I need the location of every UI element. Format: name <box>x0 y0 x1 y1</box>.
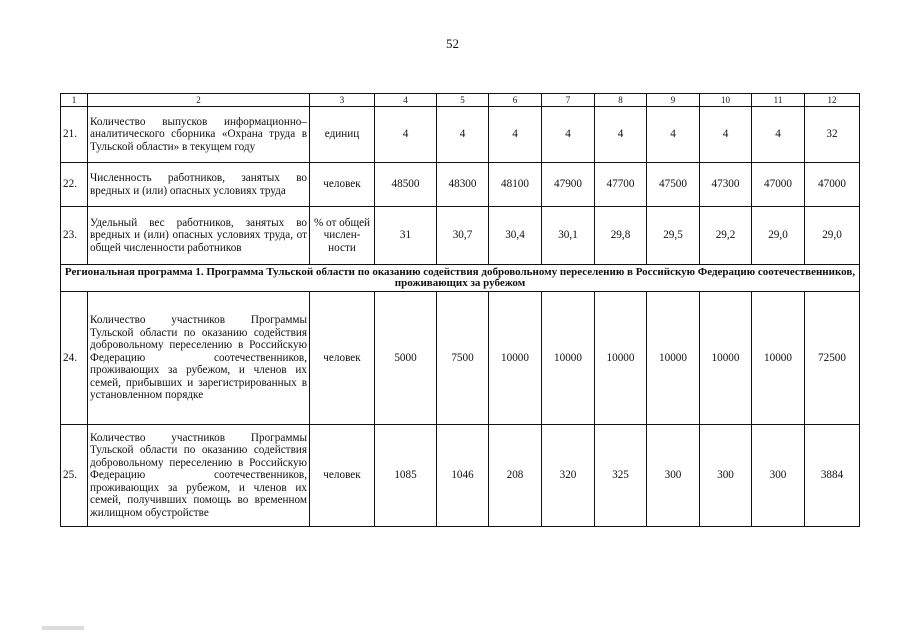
value-cell: 30,1 <box>542 207 595 265</box>
value-cell: 48100 <box>489 163 542 207</box>
page-number: 52 <box>446 36 459 51</box>
value-cell: 10000 <box>595 292 647 425</box>
section-row <box>61 265 860 292</box>
value-cell: 325 <box>595 425 647 527</box>
row-number: 21. <box>61 107 88 163</box>
total-cell: 32 <box>805 107 860 163</box>
value-cell: 300 <box>700 425 752 527</box>
row-number: 23. <box>61 207 88 265</box>
unit-cell: единиц <box>310 107 375 163</box>
value-cell: 4 <box>647 107 700 163</box>
column-number: 3 <box>310 94 375 107</box>
value-cell: 320 <box>542 425 595 527</box>
column-number: 6 <box>489 94 542 107</box>
column-number: 1 <box>61 94 88 107</box>
value-cell: 30,7 <box>437 207 489 265</box>
column-number: 7 <box>542 94 595 107</box>
value-cell: 10000 <box>647 292 700 425</box>
value-cell: 4 <box>489 107 542 163</box>
column-number-row <box>61 94 860 107</box>
value-cell: 7500 <box>437 292 489 425</box>
value-cell: 29,0 <box>752 207 805 265</box>
table-row <box>61 107 860 163</box>
value-cell: 300 <box>752 425 805 527</box>
value-cell: 29,2 <box>700 207 752 265</box>
indicator-name: Количество участников Программы Тульской области по оказанию содействия добровольному переселению в Российскую Федерацию соотечественников, проживающих за рубежом, и членов их семей, прибывших и зарегистрированных в установленном порядке <box>88 292 310 425</box>
scan-smudge <box>42 626 84 630</box>
column-number: 2 <box>88 94 310 107</box>
value-cell: 48300 <box>437 163 489 207</box>
column-number: 12 <box>805 94 860 107</box>
indicator-name: Удельный вес работников, занятых во вредных и (или) опасных условиях труда, от общей численности работников <box>88 207 310 265</box>
unit-cell: человек <box>310 292 375 425</box>
value-cell: 4 <box>752 107 805 163</box>
row-number: 24. <box>61 292 88 425</box>
table-row <box>61 292 860 425</box>
value-cell: 31 <box>375 207 437 265</box>
unit-cell: % от общей числен-ности <box>310 207 375 265</box>
value-cell: 29,8 <box>595 207 647 265</box>
section-title: Региональная программа 1. Программа Тульской области по оказанию содействия добровольному переселению в Российскую Федерацию соотечественников, проживающих за рубежом <box>61 265 860 292</box>
row-number: 22. <box>61 163 88 207</box>
value-cell: 47700 <box>595 163 647 207</box>
value-cell: 4 <box>595 107 647 163</box>
table-row <box>61 425 860 527</box>
value-cell: 1046 <box>437 425 489 527</box>
total-cell: 72500 <box>805 292 860 425</box>
value-cell: 4 <box>437 107 489 163</box>
row-number: 25. <box>61 425 88 527</box>
value-cell: 10000 <box>700 292 752 425</box>
total-cell: 3884 <box>805 425 860 527</box>
column-number: 10 <box>700 94 752 107</box>
total-cell: 29,0 <box>805 207 860 265</box>
value-cell: 10000 <box>542 292 595 425</box>
value-cell: 4 <box>375 107 437 163</box>
column-number: 11 <box>752 94 805 107</box>
unit-cell: человек <box>310 163 375 207</box>
column-number: 4 <box>375 94 437 107</box>
value-cell: 48500 <box>375 163 437 207</box>
value-cell: 30,4 <box>489 207 542 265</box>
value-cell: 4 <box>542 107 595 163</box>
value-cell: 10000 <box>489 292 542 425</box>
table-row <box>61 207 860 265</box>
indicator-name: Количество выпусков информационно–аналитического сборника «Охрана труда в Тульской области» в текущем году <box>88 107 310 163</box>
value-cell: 10000 <box>752 292 805 425</box>
value-cell: 47000 <box>752 163 805 207</box>
value-cell: 47300 <box>700 163 752 207</box>
value-cell: 300 <box>647 425 700 527</box>
column-number: 8 <box>595 94 647 107</box>
table-row <box>61 163 860 207</box>
total-cell: 47000 <box>805 163 860 207</box>
value-cell: 208 <box>489 425 542 527</box>
indicator-name: Количество участников Программы Тульской области по оказанию содействия добровольному переселению в Российскую Федерацию соотечественников, проживающих за рубежом, и членов их семей, получивших помощь во временном жилищном обустройстве <box>88 425 310 527</box>
indicators-table <box>60 93 860 527</box>
value-cell: 47500 <box>647 163 700 207</box>
value-cell: 29,5 <box>647 207 700 265</box>
value-cell: 5000 <box>375 292 437 425</box>
value-cell: 1085 <box>375 425 437 527</box>
indicator-name: Численность работников, занятых во вредных и (или) опасных условиях труда <box>88 163 310 207</box>
value-cell: 47900 <box>542 163 595 207</box>
unit-cell: человек <box>310 425 375 527</box>
value-cell: 4 <box>700 107 752 163</box>
column-number: 5 <box>437 94 489 107</box>
column-number: 9 <box>647 94 700 107</box>
